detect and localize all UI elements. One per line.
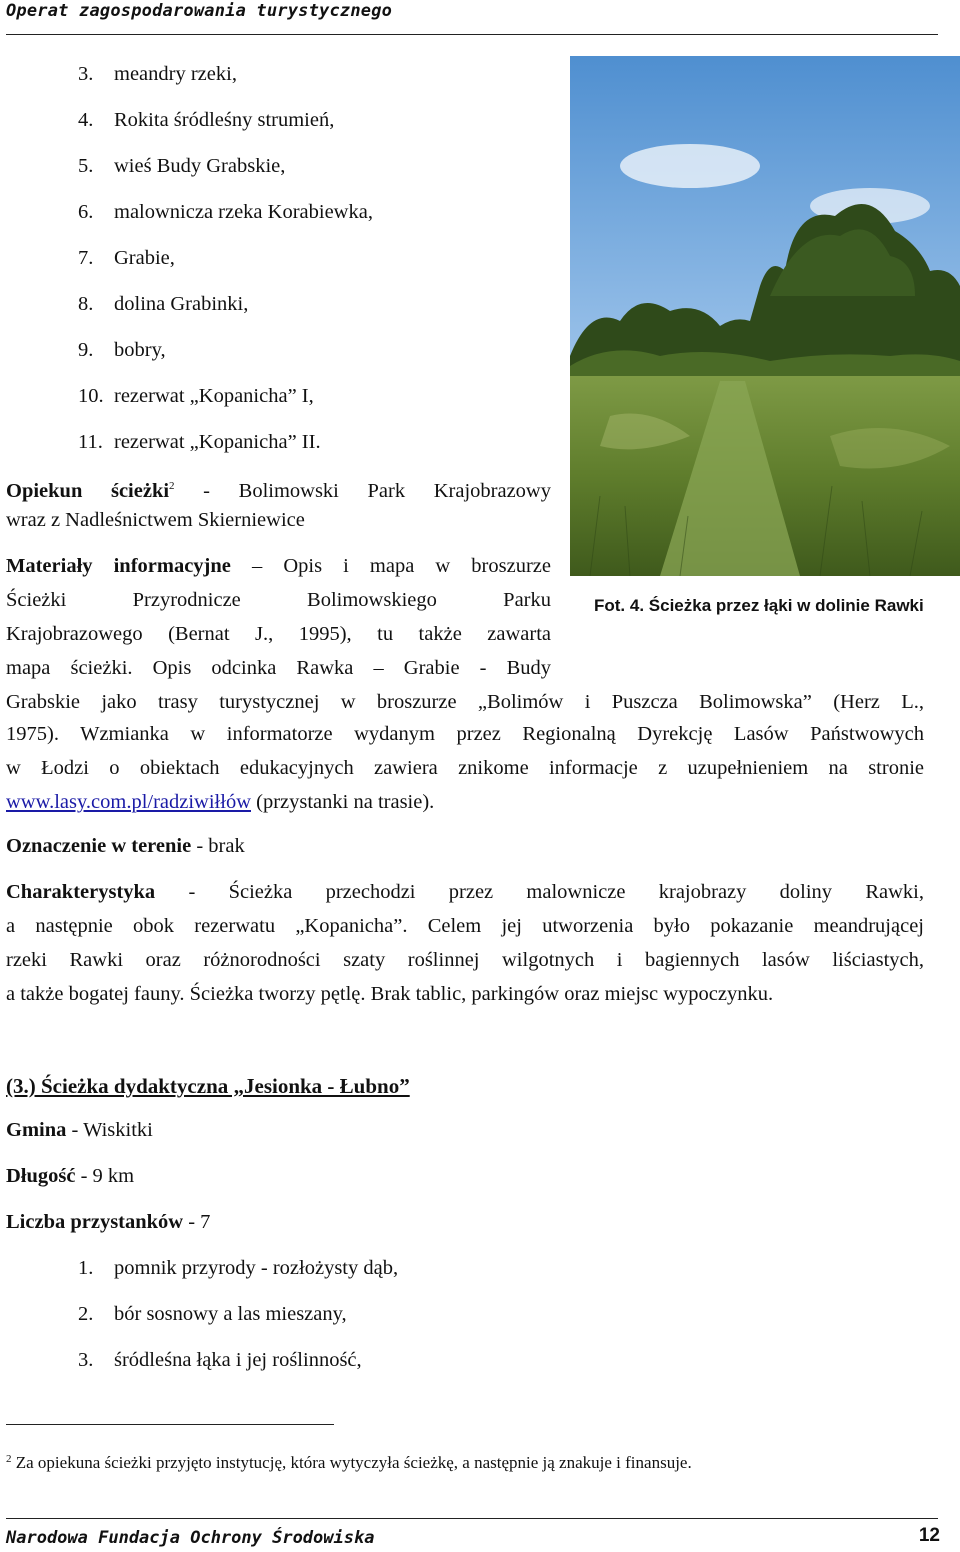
materialy-line-4: mapa ścieżki. Opis odcinka Rawka – Grabie - Budy — [6, 657, 551, 679]
materialy-text: – Opis i mapa w broszurze — [230, 555, 551, 577]
footnote-rule — [6, 1424, 334, 1425]
list-item: rezerwat „Kopanicha” II. — [114, 431, 321, 453]
list-item: dolina Grabinki, — [114, 293, 249, 315]
materialy-label: Materiały informacyjne — [6, 555, 231, 577]
list-item-number: 3. — [78, 63, 94, 85]
gmina-value: - Wiskitki — [66, 1119, 153, 1141]
list-item: bór sosnowy a las mieszany, — [114, 1303, 347, 1325]
dlugosc-line — [6, 1164, 134, 1188]
materialy-line-8 — [6, 790, 434, 814]
meadow-photo — [570, 56, 960, 576]
list-item: wieś Budy Grabskie, — [114, 155, 286, 177]
list-item: śródleśna łąka i jej roślinność, — [114, 1349, 362, 1371]
materialy-text-end: (przystanki na trasie). — [251, 791, 435, 813]
list-item-number: 6. — [78, 201, 94, 223]
list-item-number: 4. — [78, 109, 94, 131]
lasy-link[interactable]: www.lasy.com.pl/radziwiłłów — [6, 791, 251, 813]
charakterystyka-label: Charakterystyka — [6, 881, 156, 903]
opiekun-text: - Bolimowski Park Krajobrazowy — [174, 479, 551, 502]
footnote — [6, 1452, 692, 1474]
footer-rule — [6, 1518, 938, 1519]
charakterystyka-line-4: a także bogatej fauny. Ścieżka tworzy pętlę. Brak tablic, parkingów oraz miejsc wypoczynku. — [6, 983, 774, 1005]
materialy-line-3: Krajobrazowego (Bernat J., 1995), tu także zawarta — [6, 623, 551, 645]
footer-org: Narodowa Fundacja Ochrony Środowiska — [6, 1528, 375, 1548]
gmina-line — [6, 1118, 153, 1142]
przystanki-line — [6, 1210, 210, 1234]
section-title: (3.) Ścieżka dydaktyczna „Jesionka - Łubno” — [6, 1074, 410, 1098]
przystanki-label: Liczba przystanków — [6, 1211, 184, 1233]
list-item: rezerwat „Kopanicha” I, — [114, 385, 314, 407]
list-item: malownicza rzeka Korabiewka, — [114, 201, 373, 223]
page-header: Operat zagospodarowania turystycznego — [6, 1, 393, 21]
opiekun-line-1 — [6, 474, 551, 503]
materialy-line-1 — [6, 554, 551, 578]
list-item: pomnik przyrody - rozłożysty dąb, — [114, 1257, 399, 1279]
list-item-number: 11. — [78, 431, 103, 453]
charakterystyka-line-1 — [6, 880, 924, 904]
list-item-number: 7. — [78, 247, 94, 269]
materialy-line-5: Grabskie jako trasy turystycznej w broszurze „Bolimów i Puszcza Bolimowska” (Herz L., — [6, 691, 924, 713]
list-item-number: 10. — [78, 385, 104, 407]
footnote-ref: 2 — [169, 480, 175, 492]
gmina-label: Gmina — [6, 1119, 67, 1141]
footnote-mark: 2 — [6, 1453, 12, 1465]
materialy-line-2: Ścieżki Przyrodnicze Bolimowskiego Parku — [6, 589, 551, 611]
footnote-text: Za opiekuna ścieżki przyjęto instytucję, która wytyczyła ścieżkę, a następnie ją znakuje i finansuje. — [11, 1453, 692, 1472]
przystanki-value: - 7 — [183, 1211, 211, 1233]
opiekun-label: Opiekun ścieżki — [6, 479, 170, 502]
materialy-line-6: 1975). Wzmianka w informatorze wydanym przez Regionalną Dyrekcję Lasów Państwowych — [6, 723, 924, 745]
charakterystyka-text: - Ścieżka przechodzi przez malownicze krajobrazy doliny Rawki, — [155, 881, 924, 903]
list-item-number: 9. — [78, 339, 94, 361]
list-item: Rokita śródleśny strumień, — [114, 109, 335, 131]
oznaczenie-label: Oznaczenie w terenie — [6, 835, 192, 857]
header-rule — [6, 34, 938, 35]
oznaczenie-line — [6, 834, 245, 858]
dlugosc-value: - 9 km — [75, 1165, 135, 1187]
photo-caption: Fot. 4. Ścieżka przez łąki w dolinie Rawki — [594, 596, 924, 615]
charakterystyka-line-3: rzeki Rawki oraz różnorodności szaty roślinnej wilgotnych i bagiennych lasów liściastych, — [6, 949, 924, 971]
opiekun-line-2: wraz z Nadleśnictwem Skierniewice — [6, 509, 305, 531]
materialy-line-7: w Łodzi o obiektach edukacyjnych zawiera znikome informacje z uzupełnieniem na stronie — [6, 757, 924, 779]
oznaczenie-text: - brak — [191, 835, 245, 857]
list-item: bobry, — [114, 339, 166, 361]
list-item: Grabie, — [114, 247, 175, 269]
list-item-number: 3. — [78, 1349, 94, 1371]
charakterystyka-line-2: a następnie obok rezerwatu „Kopanicha”. Celem jej utworzenia było pokazanie meandrującej — [6, 915, 924, 937]
list-item-number: 1. — [78, 1257, 94, 1279]
list-item-number: 5. — [78, 155, 94, 177]
dlugosc-label: Długość — [6, 1165, 76, 1187]
page-number: 12 — [918, 1525, 940, 1546]
list-item-number: 2. — [78, 1303, 94, 1325]
list-item-number: 8. — [78, 293, 94, 315]
list-item: meandry rzeki, — [114, 63, 237, 85]
